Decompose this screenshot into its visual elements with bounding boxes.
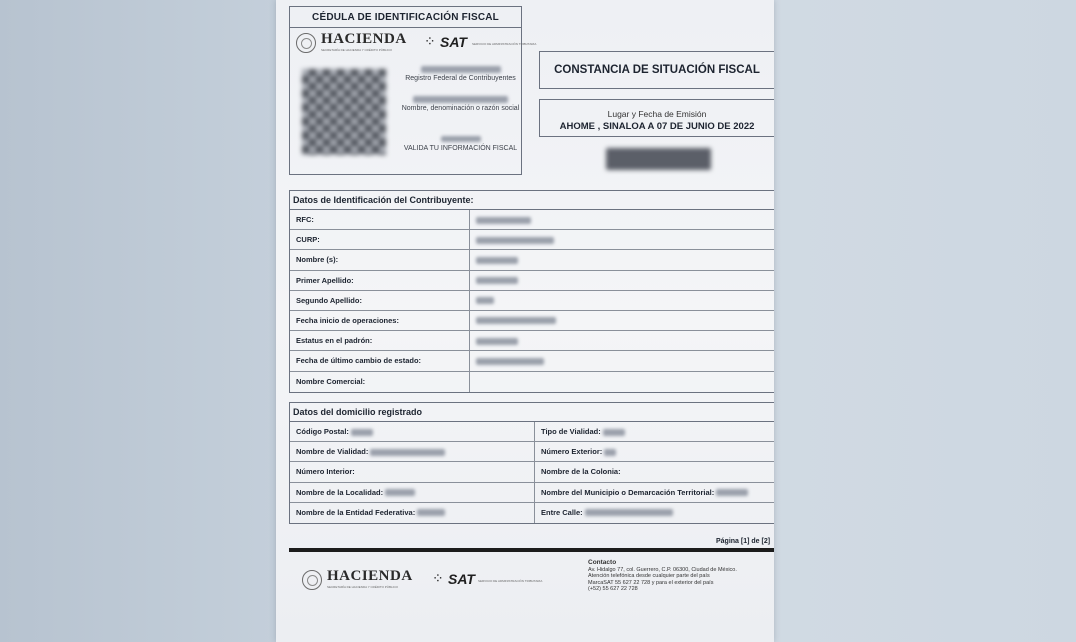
field-value-redacted [470, 250, 774, 269]
hacienda-logo-subtitle: SECRETARÍA DE HACIENDA Y CRÉDITO PÚBLICO [327, 585, 398, 589]
document-page [276, 0, 774, 642]
page-indicator: Página [1] de [2] [716, 538, 771, 545]
national-seal-icon [296, 33, 316, 53]
table-row [290, 422, 774, 442]
table-row [290, 331, 774, 351]
sat-grid-icon: ⁘ [424, 33, 436, 49]
address-field-right: Nombre de la Colonia: [541, 467, 621, 477]
table-row [290, 503, 774, 523]
name-caption: Nombre, denominación o razón social [401, 105, 520, 112]
field-label: Fecha de último cambio de estado: [290, 351, 470, 370]
qr-code-redacted [302, 69, 386, 155]
address-field-left: Nombre de la Entidad Federativa: [290, 503, 535, 523]
sat-logo-text: SAT [440, 34, 467, 50]
footer-rule [289, 548, 774, 552]
table-row [290, 210, 774, 230]
table-row [290, 372, 774, 392]
contact-intl-phone: (+52) 55 627 22 728 [588, 586, 638, 592]
valida-block [398, 135, 523, 153]
address-table [289, 402, 774, 524]
sat-logo-subtitle: SERVICIO DE ADMINISTRACIÓN TRIBUTARIA [478, 579, 543, 583]
sat-logo-subtitle: SERVICIO DE ADMINISTRACIÓN TRIBUTARIA [472, 42, 537, 46]
field-value-redacted [470, 291, 774, 310]
address-field-right: Número Exterior: [535, 442, 774, 461]
address-field-left: Código Postal: [290, 422, 535, 441]
emission-label: Lugar y Fecha de Emisión [607, 109, 707, 119]
field-value-redacted [470, 271, 774, 290]
contact-address: Av. Hidalgo 77, col. Guerrero, C.P. 06300, Ciudad de México. [588, 566, 737, 573]
hacienda-logo-subtitle: SECRETARÍA DE HACIENDA Y CRÉDITO PÚBLICO [321, 48, 392, 52]
contact-marcasat: MarcaSAT 55 627 22 728 y para el exterior del país [588, 579, 714, 586]
table-row [290, 351, 774, 371]
field-value-redacted [470, 311, 774, 330]
cedula-box [289, 6, 537, 175]
field-value-redacted [470, 351, 774, 370]
identification-title: Datos de Identificación del Contribuyente: [290, 191, 774, 210]
table-row [290, 483, 774, 503]
field-value-redacted [470, 210, 774, 229]
field-label: Primer Apellido: [290, 271, 470, 290]
contact-block [588, 560, 768, 593]
address-field-right: Entre Calle: [535, 503, 774, 523]
address-field-left: Nombre de la Localidad: [290, 483, 535, 502]
contact-title: Contacto [588, 559, 617, 566]
field-value-redacted [470, 331, 774, 350]
footer-logos [302, 568, 542, 594]
field-label: Fecha inicio de operaciones: [290, 311, 470, 330]
field-label: Segundo Apellido: [290, 291, 470, 310]
identification-table [289, 190, 774, 393]
field-label: Estatus en el padrón: [290, 331, 470, 350]
valida-caption: VALIDA TU INFORMACIÓN FISCAL [403, 145, 518, 152]
address-field-left: Nombre de Vialidad: [290, 442, 535, 461]
table-row [290, 462, 774, 482]
field-label: Nombre (s): [290, 250, 470, 269]
field-label: Nombre Comercial: [290, 372, 470, 392]
table-row [290, 271, 774, 291]
address-field-right: Nombre del Municipio o Demarcación Territorial: [535, 483, 774, 502]
field-value-redacted [470, 230, 774, 249]
hacienda-logo-text: HACIENDA [321, 31, 407, 47]
rfc-block [398, 65, 523, 83]
field-label: RFC: [290, 210, 470, 229]
field-label: CURP: [290, 230, 470, 249]
cedula-title: CÉDULA DE IDENTIFICACIÓN FISCAL [290, 7, 521, 28]
table-row [290, 291, 774, 311]
address-field-left: Número Interior: [290, 462, 535, 481]
address-title: Datos del domicilio registrado [290, 403, 774, 422]
sat-grid-icon: ⁘ [432, 570, 444, 586]
contact-phone-note: Atención telefónica desde cualquier parte del país [588, 573, 710, 579]
address-field-right: Tipo de Vialidad: [535, 422, 774, 441]
national-seal-icon [302, 570, 322, 590]
emission-value: AHOME , SINALOA A 07 DE JUNIO DE 2022 [559, 121, 755, 132]
header-logos [296, 31, 537, 57]
name-block [398, 95, 523, 113]
table-row [290, 442, 774, 462]
table-row [290, 230, 774, 250]
table-row [290, 311, 774, 331]
constancia-title: CONSTANCIA DE SITUACIÓN FISCAL [554, 64, 760, 76]
emission-box [539, 99, 774, 137]
sat-logo-text: SAT [448, 571, 475, 587]
table-row [290, 250, 774, 270]
rfc-caption: Registro Federal de Contribuyentes [405, 75, 516, 82]
hacienda-logo-text: HACIENDA [327, 568, 413, 584]
barcode-redacted [606, 148, 711, 170]
field-value [470, 372, 774, 392]
constancia-title-box [539, 51, 774, 89]
